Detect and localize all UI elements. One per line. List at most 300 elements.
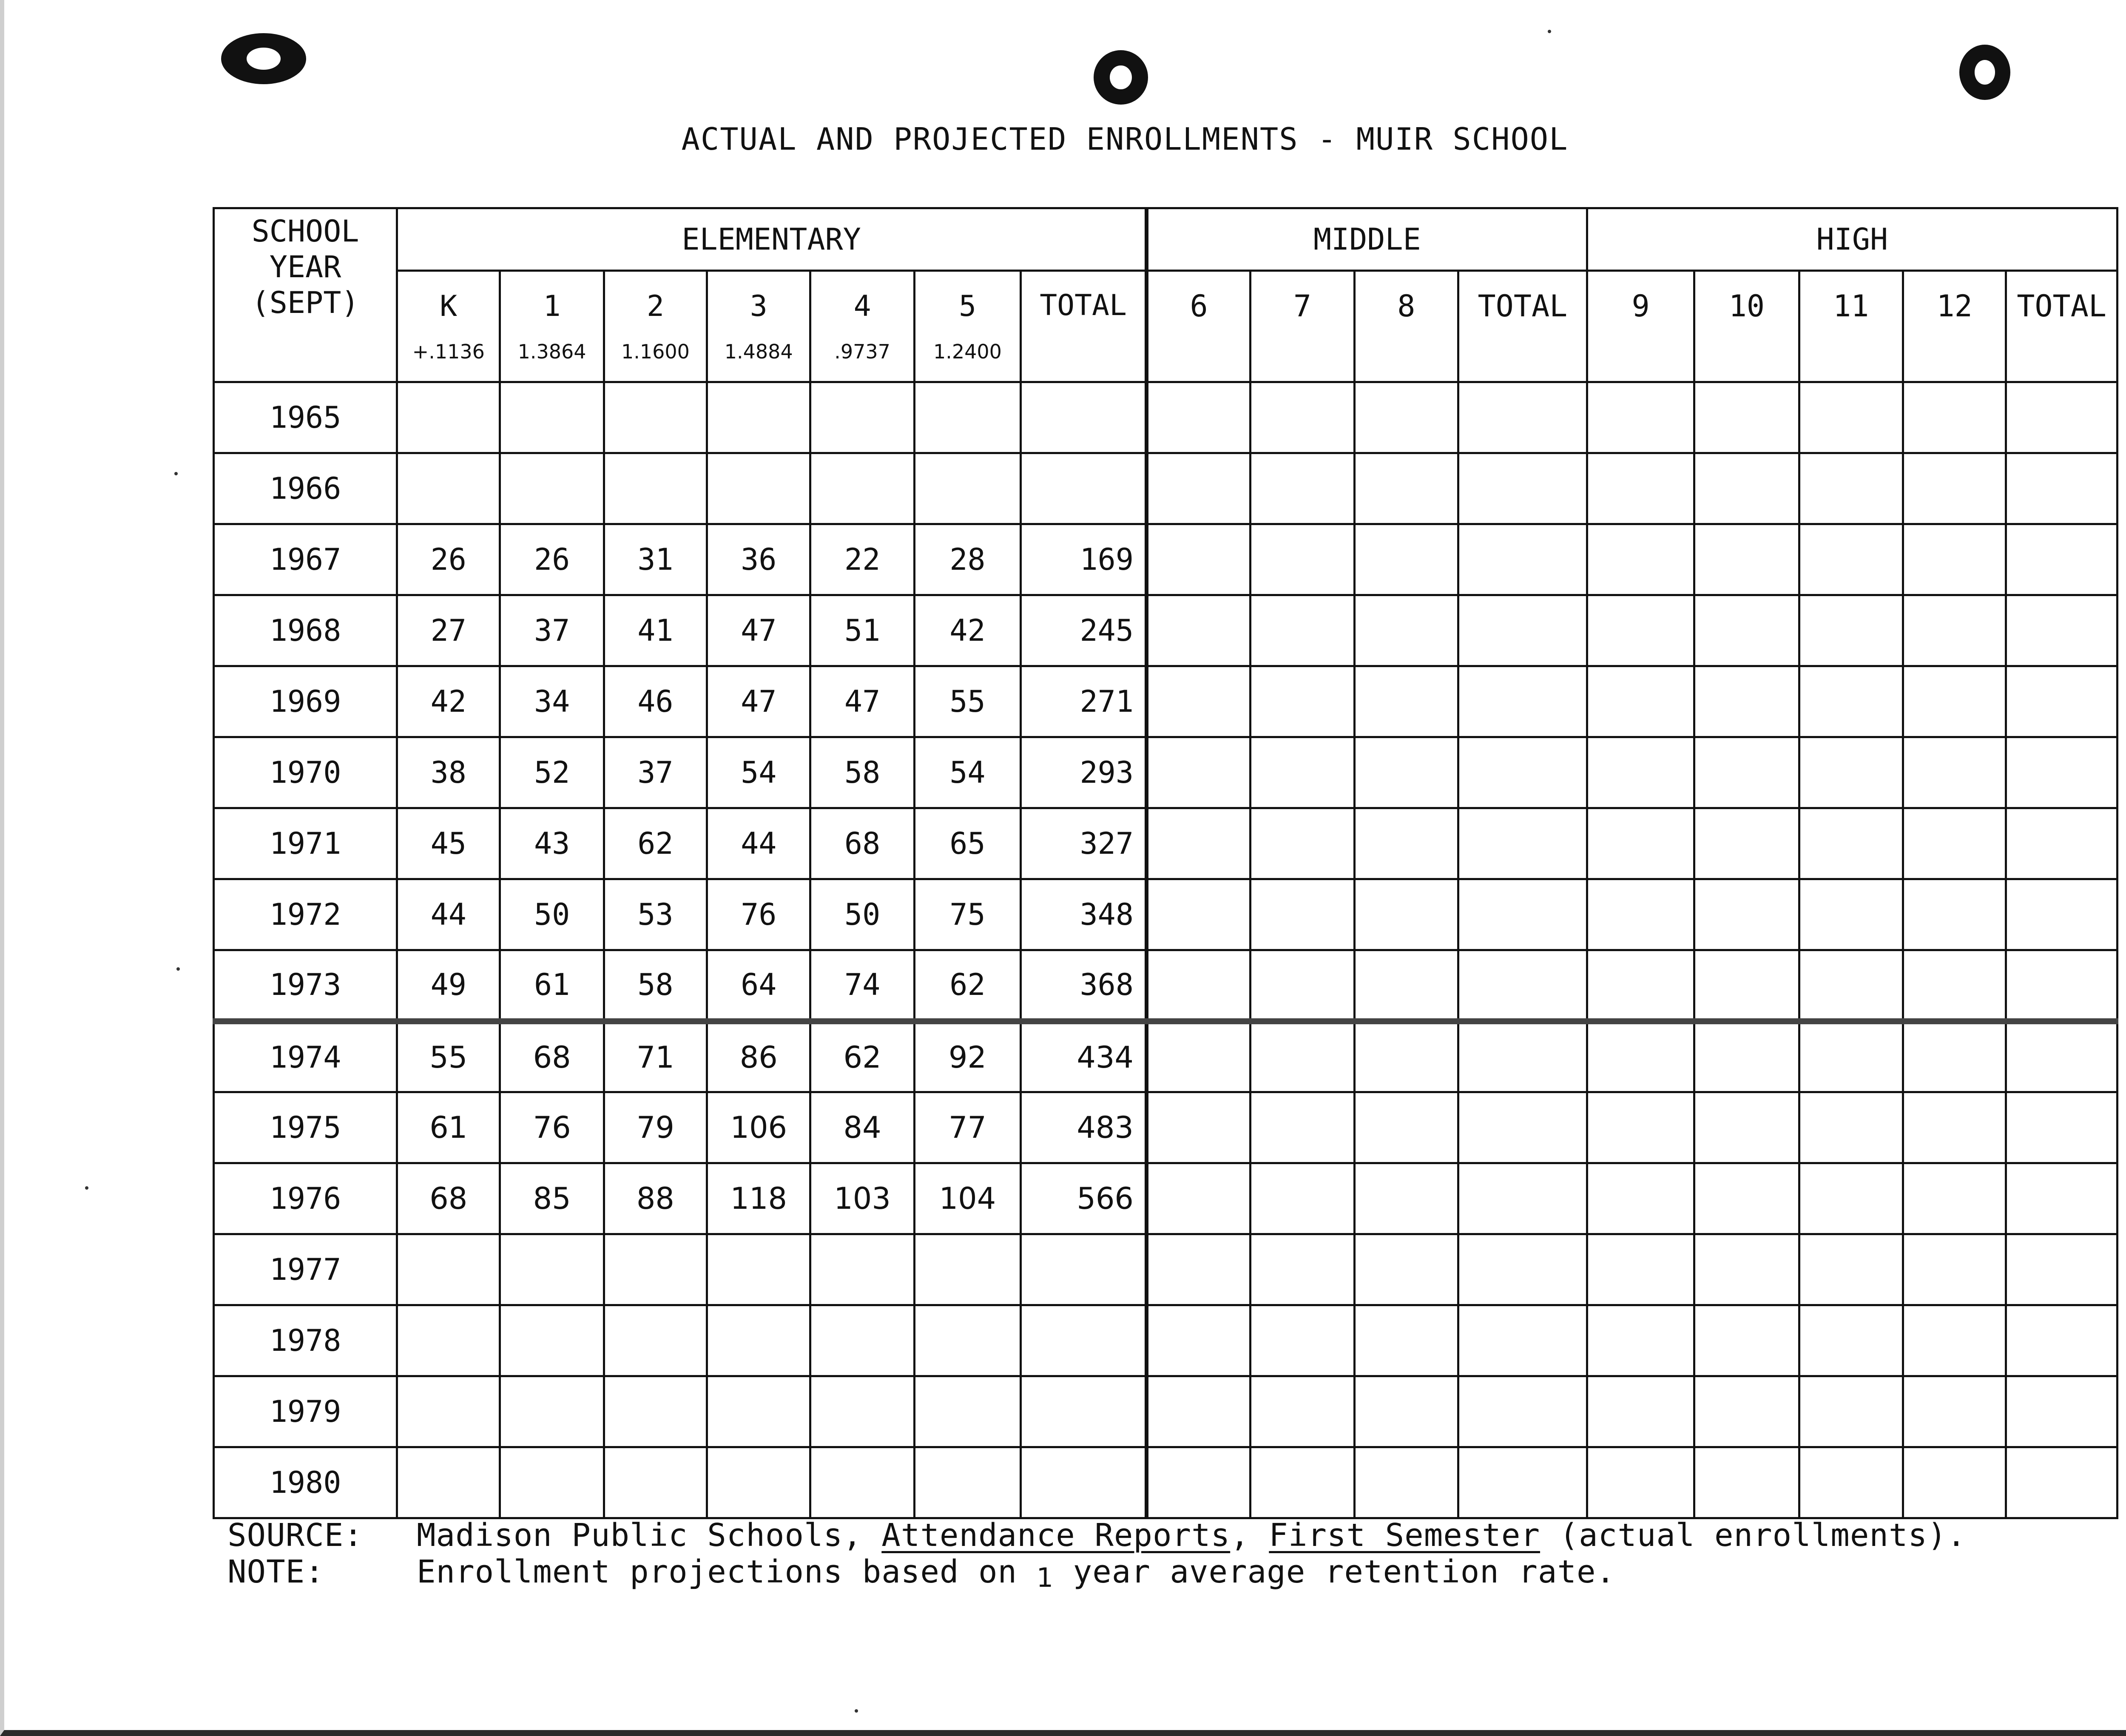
middle-empty-cell — [1458, 1021, 1587, 1092]
elementary-group-header: ELEMENTARY — [397, 208, 1147, 271]
high-empty-cell — [1694, 1021, 1799, 1092]
middle-empty-cell — [1354, 595, 1458, 666]
middle-empty-cell — [1458, 1447, 1587, 1518]
grade-header-3 — [707, 271, 810, 382]
enrollment-cell — [914, 453, 1020, 524]
high-empty-cell — [1587, 595, 1694, 666]
enrollment-cell — [604, 1234, 707, 1305]
enrollment-cell: 74 — [810, 950, 914, 1021]
middle-empty-cell — [1146, 737, 1250, 808]
middle-empty-cell — [1354, 1447, 1458, 1518]
high-empty-cell — [1587, 382, 1694, 453]
middle-empty-cell — [1146, 1092, 1250, 1163]
high-empty-cell — [1587, 453, 1694, 524]
enrollment-cell — [914, 1376, 1020, 1447]
enrollment-cell — [707, 1305, 810, 1376]
enrollment-cell: 58 — [810, 737, 914, 808]
middle-empty-cell — [1354, 879, 1458, 950]
note-suffix: year average retention rate. — [1054, 1554, 1616, 1590]
elementary-total-cell: 271 — [1021, 666, 1147, 737]
middle-empty-cell — [1146, 382, 1250, 453]
high-empty-cell — [2006, 1234, 2117, 1305]
school-year-cell: 1980 — [214, 1447, 397, 1518]
table-row — [214, 595, 2117, 666]
high-empty-cell — [1587, 1305, 1694, 1376]
middle-empty-cell — [1146, 1376, 1250, 1447]
middle-empty-cell — [1251, 879, 1354, 950]
school-year-header-line: (SEPT) — [251, 285, 359, 320]
enrollment-cell: 49 — [397, 950, 500, 1021]
enrollment-cell — [397, 1305, 500, 1376]
source-underlined-reports: Attendance Reports — [881, 1517, 1231, 1554]
middle-empty-cell — [1458, 950, 1587, 1021]
high-empty-cell — [1694, 1305, 1799, 1376]
high-empty-cell — [1799, 1447, 1903, 1518]
retention-rate: 1.4884 — [724, 340, 793, 363]
high-empty-cell — [1799, 666, 1903, 737]
enrollment-cell: 46 — [604, 666, 707, 737]
high-empty-cell — [1694, 808, 1799, 879]
source-underlined-semester: First Semester — [1269, 1517, 1540, 1554]
high-empty-cell — [1903, 453, 2006, 524]
high-empty-cell — [2006, 950, 2117, 1021]
enrollment-cell: 47 — [810, 666, 914, 737]
high-group-header: HIGH — [1587, 208, 2117, 271]
enrollment-cell: 22 — [810, 524, 914, 595]
table-row — [214, 1376, 2117, 1447]
enrollment-cell: 106 — [707, 1092, 810, 1163]
middle-empty-cell — [1354, 1305, 1458, 1376]
enrollment-cell: 26 — [397, 524, 500, 595]
enrollment-cell — [604, 453, 707, 524]
high-empty-cell — [1903, 1234, 2006, 1305]
middle-empty-cell — [1354, 1376, 1458, 1447]
grade-header-6: 6 — [1146, 271, 1250, 382]
high-empty-cell — [1694, 950, 1799, 1021]
enrollment-cell — [810, 1234, 914, 1305]
enrollment-cell — [810, 1447, 914, 1518]
high-empty-cell — [1799, 950, 1903, 1021]
enrollment-cell — [397, 1234, 500, 1305]
elementary-total-cell: 434 — [1021, 1021, 1147, 1092]
high-empty-cell — [1694, 1447, 1799, 1518]
enrollment-cell — [707, 1376, 810, 1447]
note-text: Enrollment projections based on — [417, 1554, 1037, 1590]
middle-empty-cell — [1251, 524, 1354, 595]
enrollment-cell: 68 — [500, 1021, 604, 1092]
enrollment-cell: 42 — [397, 666, 500, 737]
elementary-total-cell: 348 — [1021, 879, 1147, 950]
enrollment-cell: 42 — [914, 595, 1020, 666]
table-row — [214, 1305, 2117, 1376]
elementary-total-cell: 483 — [1021, 1092, 1147, 1163]
middle-empty-cell — [1251, 808, 1354, 879]
enrollment-cell: 71 — [604, 1021, 707, 1092]
elementary-total-cell — [1021, 1305, 1147, 1376]
middle-empty-cell — [1146, 666, 1250, 737]
table-row — [214, 666, 2117, 737]
middle-empty-cell — [1458, 453, 1587, 524]
source-separator: , — [1230, 1517, 1269, 1554]
high-empty-cell — [1587, 737, 1694, 808]
school-year-cell: 1970 — [214, 737, 397, 808]
grade-header-5 — [914, 271, 1020, 382]
middle-empty-cell — [1251, 1163, 1354, 1234]
school-year-header — [214, 208, 397, 382]
middle-empty-cell — [1146, 524, 1250, 595]
enrollment-cell — [707, 1447, 810, 1518]
middle-empty-cell — [1458, 1234, 1587, 1305]
high-empty-cell — [1587, 1376, 1694, 1447]
elementary-total-cell — [1021, 453, 1147, 524]
school-year-header-line: YEAR — [269, 250, 341, 284]
high-empty-cell — [1587, 1092, 1694, 1163]
school-year-cell: 1976 — [214, 1163, 397, 1234]
middle-empty-cell — [1146, 879, 1250, 950]
grade-header-11: 11 — [1799, 271, 1903, 382]
source-line — [227, 1517, 2126, 1554]
high-empty-cell — [2006, 808, 2117, 879]
enrollment-cell — [500, 1305, 604, 1376]
high-empty-cell — [2006, 879, 2117, 950]
school-year-cell: 1973 — [214, 950, 397, 1021]
scan-speck — [176, 967, 180, 971]
enrollment-cell: 44 — [397, 879, 500, 950]
high-empty-cell — [1587, 666, 1694, 737]
middle-empty-cell — [1251, 453, 1354, 524]
enrollment-cell — [604, 1447, 707, 1518]
high-empty-cell — [1799, 737, 1903, 808]
middle-empty-cell — [1146, 1021, 1250, 1092]
high-empty-cell — [1903, 808, 2006, 879]
scan-speck — [855, 1709, 858, 1713]
middle-empty-cell — [1251, 595, 1354, 666]
grade-label: 4 — [853, 290, 871, 323]
retention-rate: 1.3864 — [517, 340, 586, 363]
elementary-total-cell: 327 — [1021, 808, 1147, 879]
grade-label: 1 — [543, 290, 561, 323]
high-empty-cell — [1903, 595, 2006, 666]
enrollment-cell: 118 — [707, 1163, 810, 1234]
table-row — [214, 524, 2117, 595]
punch-hole-left — [221, 33, 306, 84]
enrollment-cell — [604, 1305, 707, 1376]
middle-empty-cell — [1458, 1163, 1587, 1234]
high-empty-cell — [1903, 737, 2006, 808]
enrollment-cell: 47 — [707, 595, 810, 666]
grade-header-10: 10 — [1694, 271, 1799, 382]
enrollment-cell — [707, 453, 810, 524]
high-total-header: TOTAL — [2006, 271, 2117, 382]
school-year-cell: 1974 — [214, 1021, 397, 1092]
table-row — [214, 382, 2117, 453]
enrollment-cell: 76 — [500, 1092, 604, 1163]
enrollment-cell — [810, 1305, 914, 1376]
middle-empty-cell — [1354, 950, 1458, 1021]
enrollment-cell: 62 — [914, 950, 1020, 1021]
grade-header-12: 12 — [1903, 271, 2006, 382]
middle-empty-cell — [1251, 1234, 1354, 1305]
high-empty-cell — [1903, 1305, 2006, 1376]
high-empty-cell — [1799, 879, 1903, 950]
high-empty-cell — [2006, 382, 2117, 453]
enrollment-cell — [810, 1376, 914, 1447]
enrollment-cell — [810, 382, 914, 453]
middle-total-header: TOTAL — [1458, 271, 1587, 382]
enrollment-cell: 61 — [397, 1092, 500, 1163]
high-empty-cell — [1799, 1305, 1903, 1376]
middle-empty-cell — [1458, 1305, 1587, 1376]
high-empty-cell — [2006, 1376, 2117, 1447]
high-empty-cell — [1694, 595, 1799, 666]
table-row — [214, 737, 2117, 808]
enrollment-cell: 86 — [707, 1021, 810, 1092]
punch-hole-right — [1959, 45, 2010, 100]
high-empty-cell — [1694, 1376, 1799, 1447]
high-empty-cell — [1799, 1021, 1903, 1092]
enrollment-cell — [604, 1376, 707, 1447]
middle-empty-cell — [1354, 1163, 1458, 1234]
enrollment-cell — [914, 382, 1020, 453]
enrollment-cell — [707, 382, 810, 453]
high-empty-cell — [1694, 666, 1799, 737]
enrollment-cell — [810, 453, 914, 524]
high-empty-cell — [1799, 524, 1903, 595]
high-empty-cell — [1799, 595, 1903, 666]
high-empty-cell — [1799, 1092, 1903, 1163]
enrollment-cell: 103 — [810, 1163, 914, 1234]
enrollment-cell: 61 — [500, 950, 604, 1021]
middle-empty-cell — [1146, 950, 1250, 1021]
enrollment-cell: 58 — [604, 950, 707, 1021]
high-empty-cell — [2006, 1092, 2117, 1163]
note-handwritten-number: 1 — [1036, 1562, 1054, 1593]
table-row — [214, 879, 2117, 950]
enrollment-cell — [397, 382, 500, 453]
high-empty-cell — [1799, 808, 1903, 879]
high-empty-cell — [1903, 1021, 2006, 1092]
high-empty-cell — [1694, 1163, 1799, 1234]
enrollment-cell — [397, 1376, 500, 1447]
enrollment-cell: 55 — [914, 666, 1020, 737]
high-empty-cell — [2006, 1305, 2117, 1376]
grade-header-4 — [810, 271, 914, 382]
high-empty-cell — [1799, 382, 1903, 453]
retention-rate: 1.2400 — [933, 340, 1002, 363]
source-suffix: (actual enrollments). — [1540, 1517, 1967, 1554]
school-year-cell: 1978 — [214, 1305, 397, 1376]
punch-hole-center — [1094, 50, 1148, 105]
middle-empty-cell — [1354, 382, 1458, 453]
footer-notes — [227, 1517, 2126, 1593]
high-empty-cell — [1587, 1021, 1694, 1092]
enrollment-cell: 104 — [914, 1163, 1020, 1234]
middle-empty-cell — [1354, 453, 1458, 524]
table-row — [214, 1447, 2117, 1518]
elementary-total-cell — [1021, 1447, 1147, 1518]
enrollment-cell — [500, 1376, 604, 1447]
high-empty-cell — [1694, 524, 1799, 595]
table-row — [214, 1163, 2117, 1234]
enrollment-cell: 84 — [810, 1092, 914, 1163]
school-year-cell: 1966 — [214, 453, 397, 524]
high-empty-cell — [1587, 1163, 1694, 1234]
retention-rate: 1.1600 — [621, 340, 690, 363]
high-empty-cell — [1903, 382, 2006, 453]
enrollment-cell: 55 — [397, 1021, 500, 1092]
enrollment-cell: 51 — [810, 595, 914, 666]
grade-header-7: 7 — [1251, 271, 1354, 382]
table-body — [214, 382, 2117, 1518]
middle-empty-cell — [1251, 1376, 1354, 1447]
school-year-cell: 1969 — [214, 666, 397, 737]
scan-speck — [85, 1186, 88, 1190]
middle-empty-cell — [1354, 666, 1458, 737]
source-label: SOURCE: — [227, 1517, 363, 1554]
source-text: Madison Public Schools, — [417, 1517, 882, 1554]
high-empty-cell — [1799, 1163, 1903, 1234]
enrollment-cell: 50 — [500, 879, 604, 950]
grade-header-9: 9 — [1587, 271, 1694, 382]
document-title: ACTUAL AND PROJECTED ENROLLMENTS - MUIR SCHOOL — [681, 121, 1569, 157]
high-empty-cell — [2006, 666, 2117, 737]
enrollment-cell: 37 — [604, 737, 707, 808]
elementary-total-cell — [1021, 1234, 1147, 1305]
school-year-cell: 1975 — [214, 1092, 397, 1163]
grade-header-8: 8 — [1354, 271, 1458, 382]
enrollment-cell: 41 — [604, 595, 707, 666]
high-empty-cell — [2006, 453, 2117, 524]
grade-header-1 — [500, 271, 604, 382]
middle-empty-cell — [1146, 1234, 1250, 1305]
elementary-total-cell: 293 — [1021, 737, 1147, 808]
middle-empty-cell — [1251, 1447, 1354, 1518]
middle-empty-cell — [1251, 382, 1354, 453]
enrollment-cell: 47 — [707, 666, 810, 737]
high-empty-cell — [2006, 1447, 2117, 1518]
high-empty-cell — [1799, 1234, 1903, 1305]
enrollment-cell — [500, 1234, 604, 1305]
middle-empty-cell — [1458, 1376, 1587, 1447]
grade-label: TOTAL — [1040, 289, 1127, 322]
middle-empty-cell — [1354, 1092, 1458, 1163]
table-row — [214, 1021, 2117, 1092]
high-empty-cell — [1587, 879, 1694, 950]
enrollment-cell: 53 — [604, 879, 707, 950]
enrollment-cell: 54 — [707, 737, 810, 808]
high-empty-cell — [1587, 524, 1694, 595]
retention-rate: .9737 — [834, 340, 890, 363]
middle-empty-cell — [1354, 737, 1458, 808]
high-empty-cell — [1903, 666, 2006, 737]
enrollment-cell: 50 — [810, 879, 914, 950]
middle-empty-cell — [1251, 1021, 1354, 1092]
table-row — [214, 808, 2117, 879]
middle-empty-cell — [1251, 950, 1354, 1021]
high-empty-cell — [2006, 595, 2117, 666]
high-empty-cell — [1587, 808, 1694, 879]
middle-empty-cell — [1146, 1163, 1250, 1234]
school-year-cell: 1968 — [214, 595, 397, 666]
enrollment-cell: 31 — [604, 524, 707, 595]
middle-empty-cell — [1458, 666, 1587, 737]
high-empty-cell — [1694, 1234, 1799, 1305]
enrollment-cell: 76 — [707, 879, 810, 950]
middle-empty-cell — [1458, 879, 1587, 950]
middle-empty-cell — [1458, 737, 1587, 808]
high-empty-cell — [1903, 1163, 2006, 1234]
high-empty-cell — [1903, 1447, 2006, 1518]
high-empty-cell — [1694, 453, 1799, 524]
middle-empty-cell — [1251, 1305, 1354, 1376]
high-empty-cell — [2006, 1021, 2117, 1092]
table-row — [214, 453, 2117, 524]
middle-empty-cell — [1146, 453, 1250, 524]
table-row — [214, 1092, 2117, 1163]
enrollment-cell: 45 — [397, 808, 500, 879]
enrollment-cell — [707, 1234, 810, 1305]
middle-empty-cell — [1146, 1305, 1250, 1376]
school-year-header-line: SCHOOL — [251, 214, 359, 249]
elementary-total-cell: 245 — [1021, 595, 1147, 666]
high-empty-cell — [1694, 1092, 1799, 1163]
school-year-cell: 1972 — [214, 879, 397, 950]
school-year-cell: 1965 — [214, 382, 397, 453]
enrollment-cell: 36 — [707, 524, 810, 595]
enrollment-cell: 68 — [810, 808, 914, 879]
enrollment-cell: 68 — [397, 1163, 500, 1234]
middle-empty-cell — [1354, 1021, 1458, 1092]
middle-empty-cell — [1458, 382, 1587, 453]
enrollment-table — [213, 207, 2118, 1519]
high-empty-cell — [1903, 879, 2006, 950]
enrollment-cell: 54 — [914, 737, 1020, 808]
enrollment-cell — [914, 1234, 1020, 1305]
high-empty-cell — [2006, 524, 2117, 595]
elementary-total-header — [1021, 271, 1147, 382]
enrollment-cell: 92 — [914, 1021, 1020, 1092]
high-empty-cell — [1903, 950, 2006, 1021]
school-year-cell: 1967 — [214, 524, 397, 595]
enrollment-cell — [914, 1447, 1020, 1518]
middle-empty-cell — [1251, 666, 1354, 737]
scan-speck — [1548, 30, 1551, 33]
middle-empty-cell — [1146, 1447, 1250, 1518]
enrollment-cell: 64 — [707, 950, 810, 1021]
enrollment-cell: 43 — [500, 808, 604, 879]
high-empty-cell — [1694, 737, 1799, 808]
enrollment-cell — [500, 453, 604, 524]
middle-empty-cell — [1354, 524, 1458, 595]
high-empty-cell — [1903, 1092, 2006, 1163]
enrollment-cell: 37 — [500, 595, 604, 666]
grade-header-2 — [604, 271, 707, 382]
enrollment-cell — [500, 382, 604, 453]
middle-empty-cell — [1251, 737, 1354, 808]
middle-empty-cell — [1354, 1234, 1458, 1305]
grade-label: 3 — [750, 290, 767, 323]
high-empty-cell — [1903, 524, 2006, 595]
high-empty-cell — [1694, 382, 1799, 453]
school-year-cell: 1971 — [214, 808, 397, 879]
high-empty-cell — [1587, 1447, 1694, 1518]
middle-empty-cell — [1146, 808, 1250, 879]
note-label: NOTE: — [227, 1554, 324, 1590]
elementary-total-cell — [1021, 1376, 1147, 1447]
high-empty-cell — [1694, 879, 1799, 950]
enrollment-cell: 62 — [604, 808, 707, 879]
enrollment-cell: 27 — [397, 595, 500, 666]
